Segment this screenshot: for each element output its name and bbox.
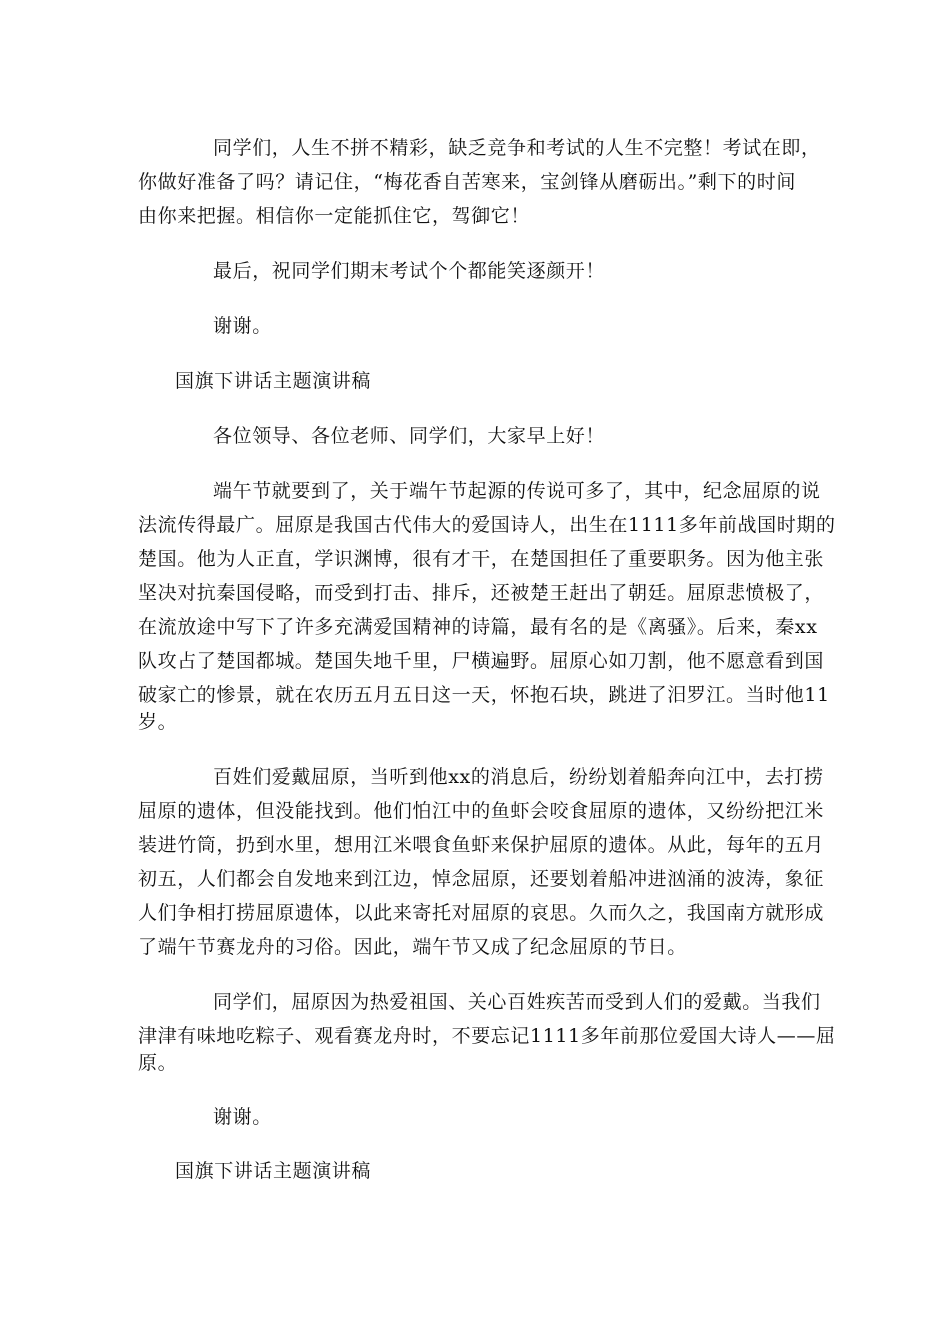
paragraph-line: 岁。: [138, 711, 178, 733]
paragraph-line: 人们争相打捞屈原遗体，以此来寄托对屈原的哀思。久而久之，我国南方就形成: [138, 902, 825, 924]
paragraph-line: 各位领导、各位老师、同学们，大家早上好！: [213, 425, 606, 447]
paragraph-line: 你做好准备了吗？请记住，“梅花香自苦寒来，宝剑锋从磨砺出。”剩下的时间: [138, 171, 796, 193]
paragraph-line: 原。: [138, 1052, 178, 1074]
paragraph-line: 队攻占了楚国都城。楚国失地千里，尸横遍野。屈原心如刀割，他不愿意看到国: [138, 650, 825, 672]
paragraph-line: 在流放途中写下了许多充满爱国精神的诗篇，最有名的是《离骚》。后来，秦xx: [138, 616, 818, 638]
paragraph-line: 破家亡的惨景，就在农历五月五日这一天，怀抱石块，跳进了汨罗江。当时他11: [138, 684, 830, 706]
paragraph-line: 谢谢。: [213, 1106, 272, 1128]
paragraph-line: 初五，人们都会自发地来到江边，悼念屈原，还要划着船冲进汹涌的波涛，象征: [138, 868, 825, 890]
paragraph-line: 屈原的遗体，但没能找到。他们怕江中的鱼虾会咬食屈原的遗体，又纷纷把江米: [138, 800, 825, 822]
paragraph-line: 同学们，人生不拼不精彩，缺乏竞争和考试的人生不完整！考试在即，: [213, 137, 821, 159]
section-heading: 国旗下讲话主题演讲稿: [175, 370, 372, 392]
paragraph-line: 端午节就要到了，关于端午节起源的传说可多了，其中，纪念屈原的说: [213, 480, 821, 502]
paragraph-line: 同学们，屈原因为热爱祖国、关心百姓疾苦而受到人们的爱戴。当我们: [213, 991, 821, 1013]
section-heading: 国旗下讲话主题演讲稿: [175, 1160, 372, 1182]
paragraph-line: 由你来把握。相信你一定能抓住它，驾御它！: [138, 205, 531, 227]
paragraph-line: 装进竹筒，扔到水里，想用江米喂食鱼虾来保护屈原的遗体。从此，每年的五月: [138, 834, 825, 856]
paragraph-line: 楚国。他为人正直，学识渊博，很有才干，在楚国担任了重要职务。因为他主张: [138, 548, 825, 570]
paragraph-line: 法流传得最广。屈原是我国古代伟大的爱国诗人，出生在1111多年前战国时期的: [138, 514, 836, 536]
paragraph-line: 坚决对抗秦国侵略，而受到打击、排斥，还被楚王赶出了朝廷。屈原悲愤极了，: [138, 582, 825, 604]
paragraph-line: 最后，祝同学们期末考试个个都能笑逐颜开！: [213, 260, 606, 282]
paragraph-line: 百姓们爱戴屈原，当听到他xx的消息后，纷纷划着船奔向江中，去打捞: [213, 766, 824, 788]
paragraph-line: 谢谢。: [213, 315, 272, 337]
paragraph-line: 了端午节赛龙舟的习俗。因此，端午节又成了纪念屈原的节日。: [138, 936, 687, 958]
paragraph-line: 津津有味地吃粽子、观看赛龙舟时，不要忘记1111多年前那位爱国大诗人——屈: [138, 1025, 836, 1047]
